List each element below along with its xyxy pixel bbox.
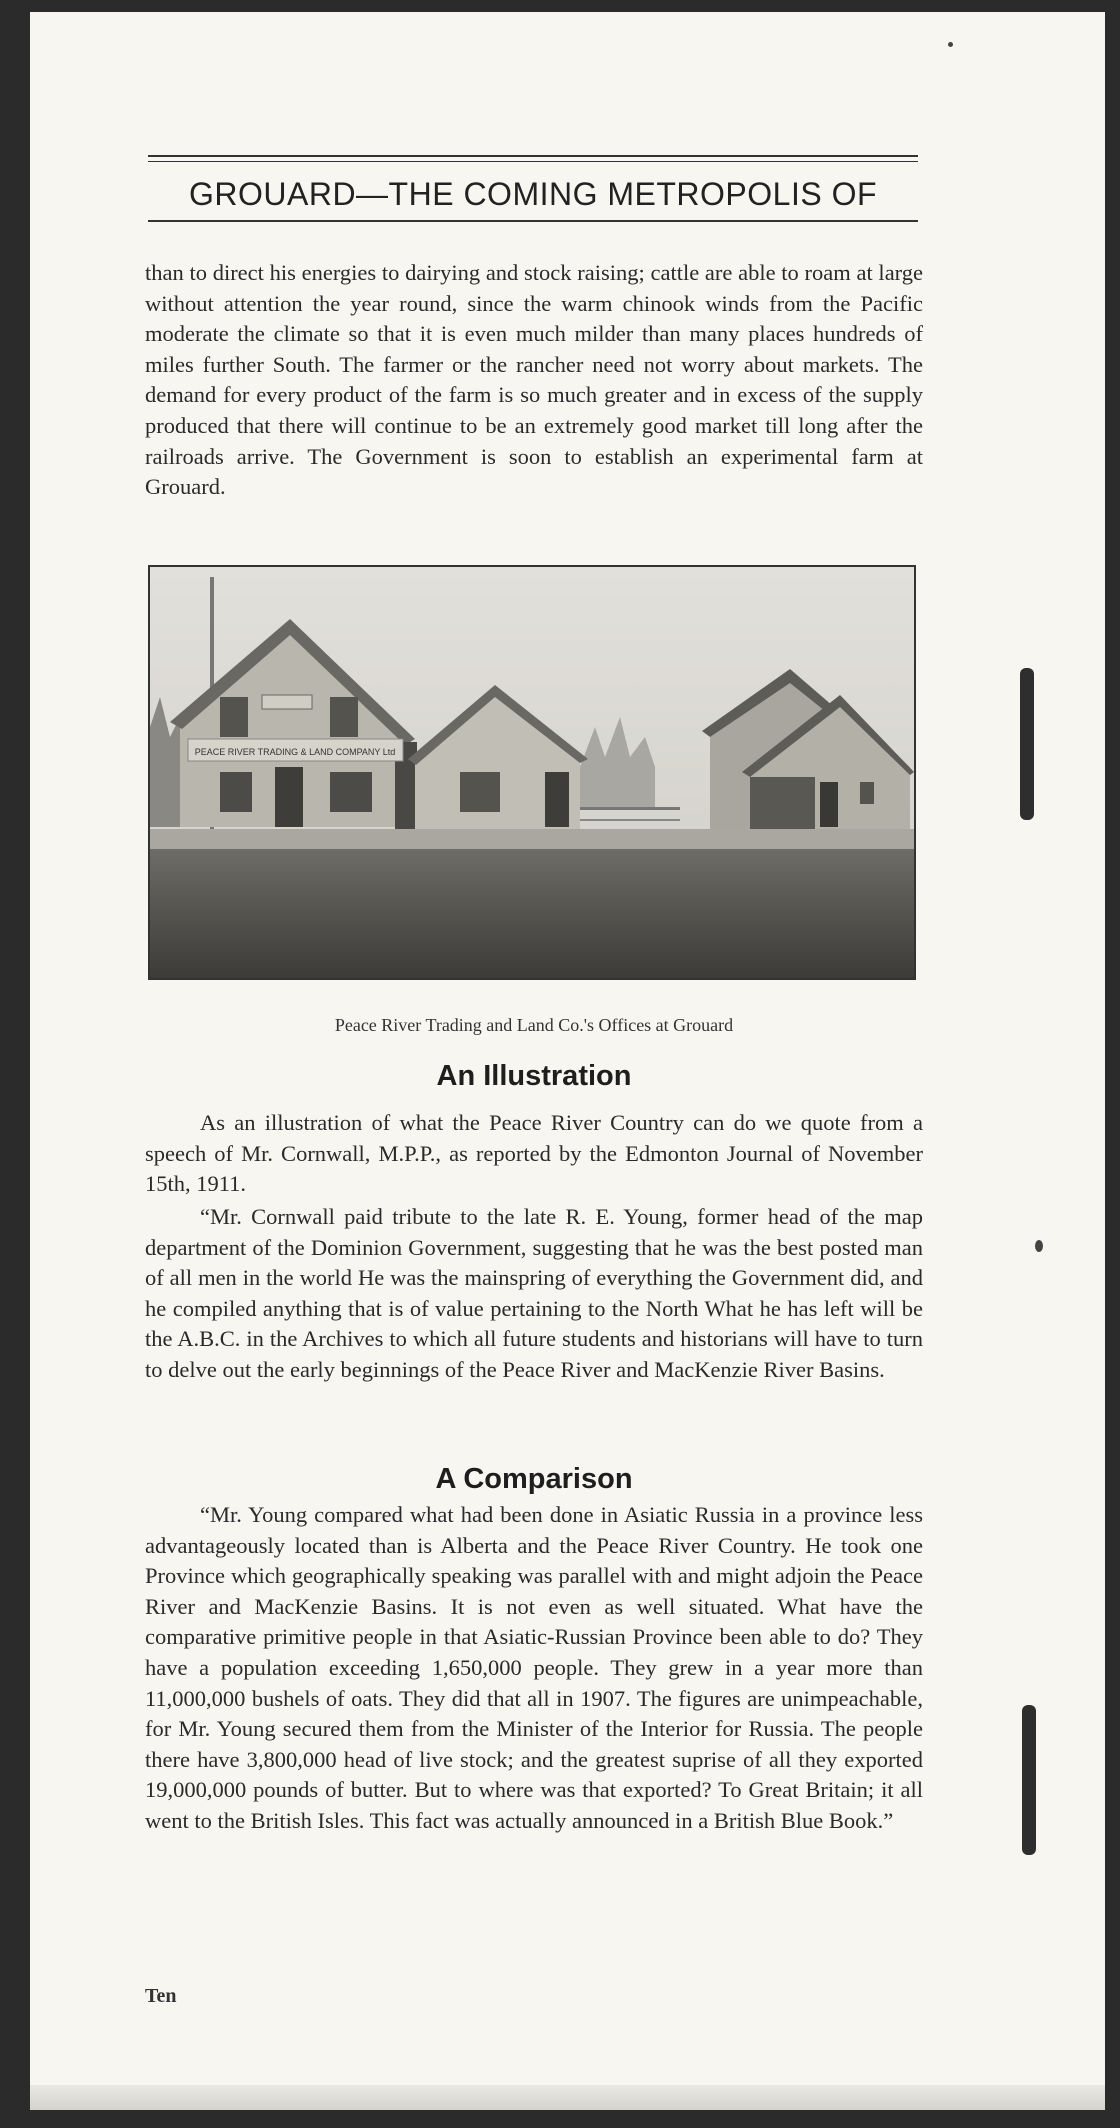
page-edge [30, 2085, 1105, 2110]
speck [1035, 1240, 1043, 1252]
heading-an-illustration: An Illustration [436, 1060, 632, 1092]
heading-a-comparison: A Comparison [435, 1463, 633, 1495]
illustration-paragraph-1: As an illustration of what the Peace River Country can do we quote from a speech of Mr. Cornwall, M.P.P., as reported by the Edmonton Journal of November 15th, 1911. [145, 1110, 923, 1197]
intro-paragraph: than to direct his energies to dairying and stock raising; cattle are able to roam at large without attention the year round, since the warm chinook winds from the Pacific moderate the climate so that it is even much milder than many places hundreds of miles further South. The farmer or the rancher need not worry about markets. The demand for every product of the farm is so much greater and in excess of the supply produced that there will continue to be an extremely good market till long after the railroads arrive. The Government is soon to establish an experimental farm at Grouard. [145, 260, 923, 500]
photo-caption: Peace River Trading and Land Co.'s Offices at Grouard [334, 1015, 734, 1035]
illustration-paragraph-2: “Mr. Cornwall paid tribute to the late R. E. Young, former head of the map department of the Dominion Government, suggesting that he was the best posted man of all men in the world He was the mainspring of everything the Government did, and he compiled anything that is of value pertaining to the North What he has left will be the A.B.C. in the Archives to which all future students and historians will have to turn to delve out the early beginnings of the Peace River and MacKenzie River Basins. [145, 1204, 923, 1382]
header-top-rule-1 [148, 155, 918, 157]
running-header: GROUARD—THE COMING METROPOLIS OF [188, 176, 878, 212]
comparison-paragraph: “Mr. Young compared what had been done in Asiatic Russia in a province less advantageously located than is Alberta and the Peace River Country. He took one Province which geographically speaking was parallel with and might adjoin the Peace River and MacKenzie Basins. It is not even as well situated. What have the comparative primitive people in that Asiatic-Russian Province been able to do? They have a population exceeding 1,650,000 people. They grew in a year more than 11,000,000 bushels of oats. They did that all in 1907. The figures are unimpeachable, for Mr. Young secured them from the Minister of the Interior for Russia. The people there have 3,800,000 head of live stock; and the greatest suprise of all they exported 19,000,000 pounds of butter. But to where was that exported? To Great Britain; it all went to the British Isles. This fact was actually announced in a British Blue Book.” [145, 1502, 923, 1833]
binding-mark-lower [1022, 1705, 1036, 1855]
binding-mark-upper [1020, 668, 1034, 820]
store-sign-text: PEACE RIVER TRADING & LAND COMPANY Ltd [194, 747, 396, 757]
photograph-trading-offices [148, 565, 916, 980]
page-number: Ten [145, 1985, 177, 2007]
header-top-rule-2 [148, 161, 918, 162]
header-bottom-rule [148, 220, 918, 222]
speck [948, 42, 953, 47]
